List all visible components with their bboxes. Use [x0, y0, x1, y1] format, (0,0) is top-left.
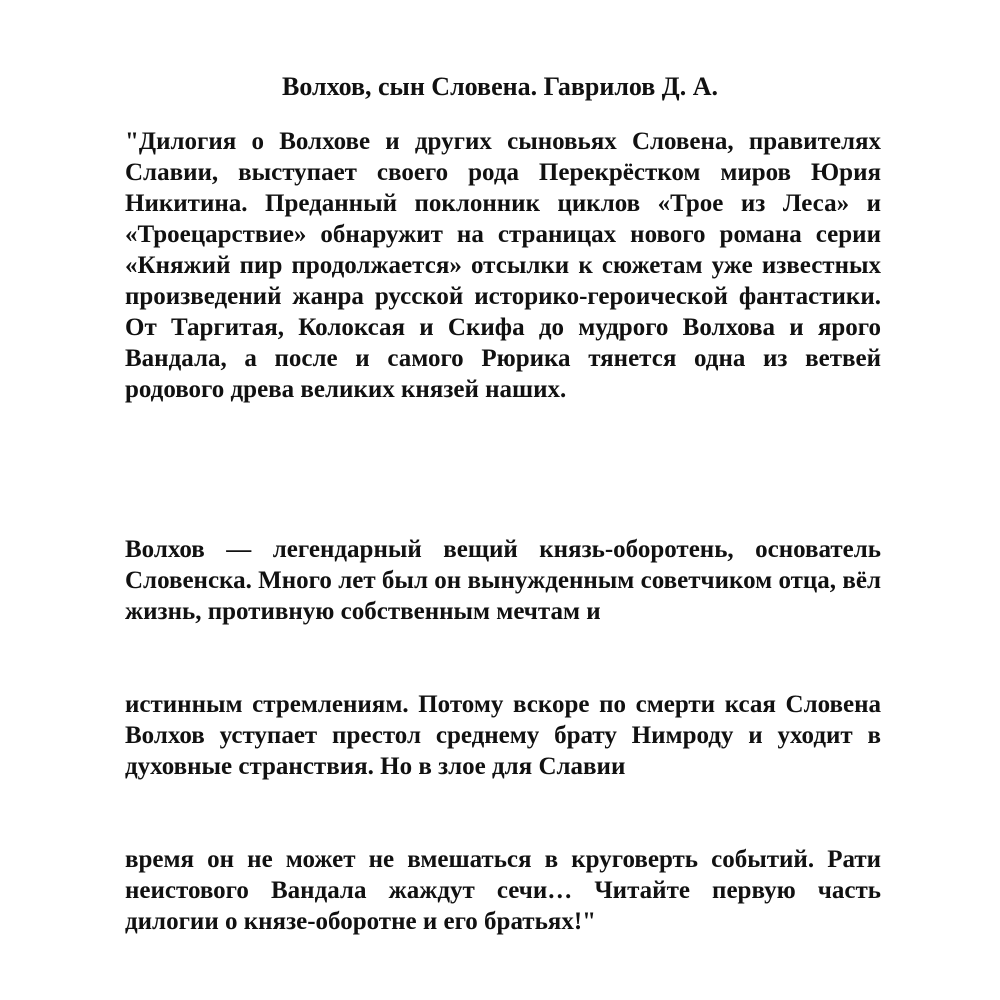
description-paragraph-1: "Дилогия о Волхове и других сыновьях Словена, правителях Славии, выступает своего рода Перекрёстком миров Юрия Никитина. Преданный поклонник циклов «Трое из Леса» и «Троецарствие» обнаружит на страницах нового романа серии «Княжий пир продолжается» отсылки к сюжетам уже известных произведений жанра русской историко-героической фантастики. От Таргитая, Колоксая и Скифа до мудрого Волхова и ярого Вандала, а после и самого Рюрика тянется одна из ветвей родового древа великих князей наших.	[125, 128, 881, 403]
description-paragraph-2: Волхов — легендарный вещий князь-оборотень, основатель Словенска. Много лет был он вынужденным советчиком отца, вёл жизнь, противную собственным мечтам и	[125, 536, 881, 625]
page-title: Волхов, сын Словена. Гаврилов Д. А.	[282, 72, 718, 101]
description-paragraph-4: время он не может не вмешаться в круговерть событий. Рати неистового Вандала жаждут сечи… Читайте первую часть дилогии о князе-оборотне и его братьях!"	[125, 846, 881, 935]
description-paragraph-3: истинным стремлениям. Потому вскоре по смерти ксая Словена Волхов уступает престол среднему брату Нимроду и уходит в духовные странствия. Но в злое для Славии	[125, 691, 881, 780]
